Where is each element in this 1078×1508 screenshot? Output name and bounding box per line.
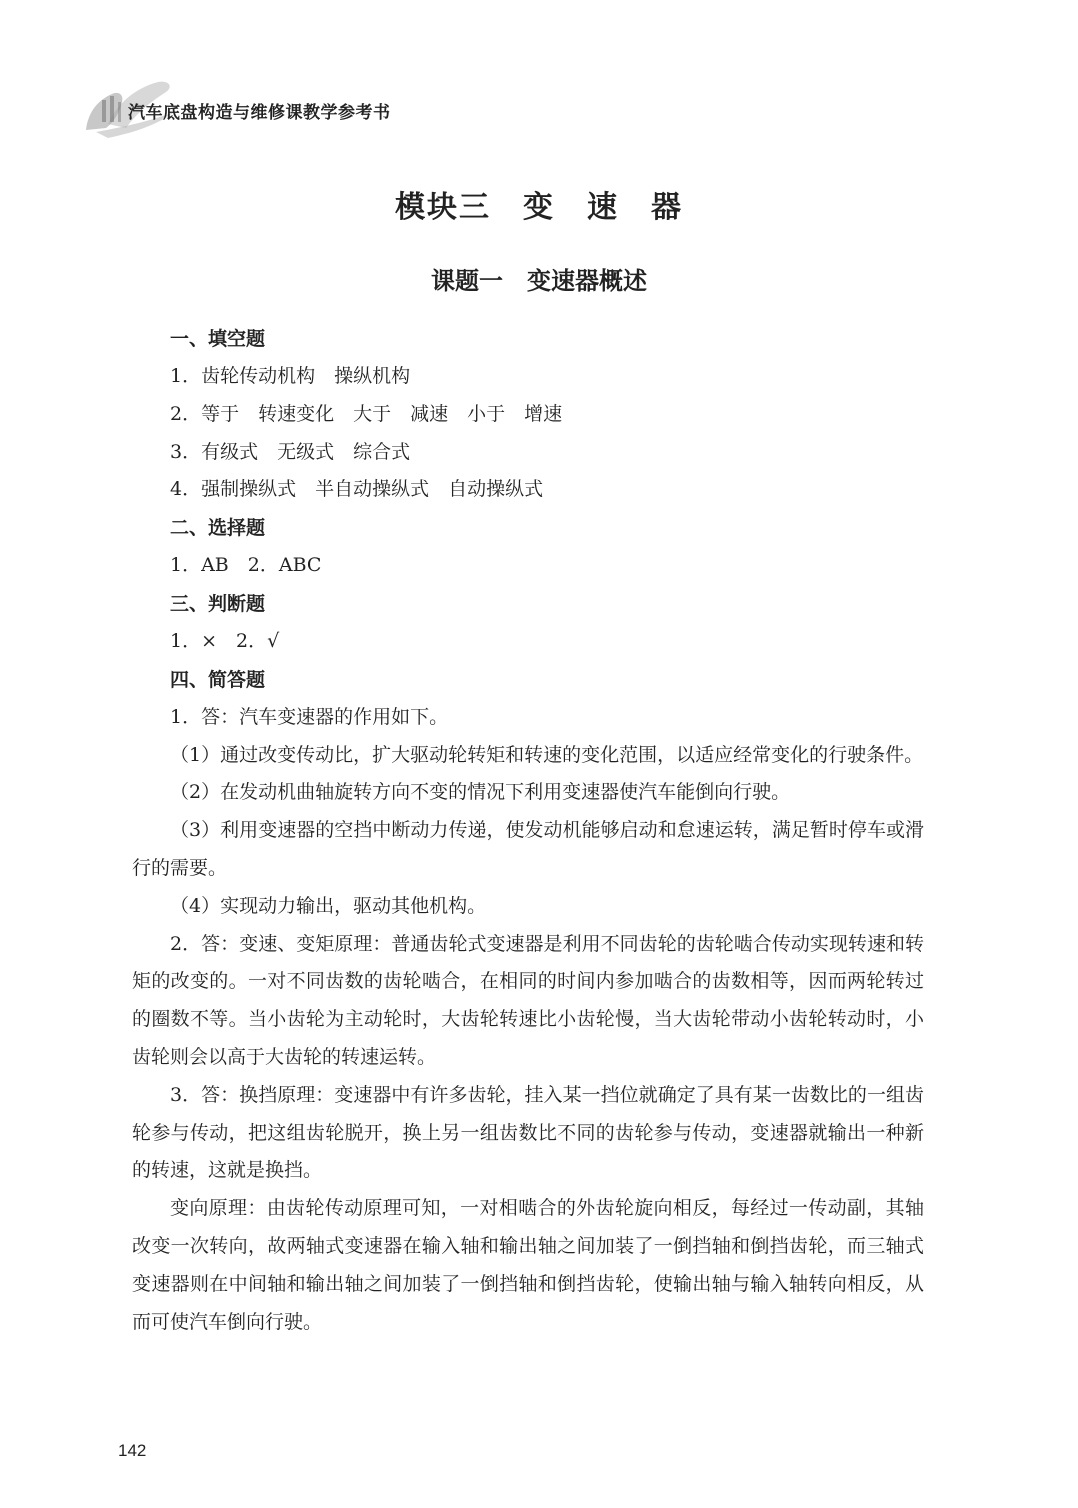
judge-answers: 1．× 2．√: [170, 629, 280, 652]
module-title: 模块三 变 速 器: [395, 190, 683, 225]
fill-blank-answer-4: 4．强制操纵式 半自动操纵式 自动操纵式: [170, 478, 544, 501]
short-answer-paragraph-1: 1．答：汽车变速器的作用如下。: [170, 705, 449, 728]
choice-answers: 1．AB 2．ABC: [170, 554, 322, 577]
short-answer-paragraph-2: （1）通过改变传动比，扩大驱动轮转矩和转速的变化范围，以适应经常变化的行驶条件。: [170, 743, 924, 766]
short-answer-paragraph-8: 变向原理：由齿轮传动原理可知，一对相啮合的外齿轮旋向相反，每经过一传动副，其轴改变一次转向，故两轴式变速器在输入轴和输出轴之间加装了一倒挡轴和倒挡齿轮，而三轴式变速器则在中间轴和输出轴之间加装了一倒挡轴和倒挡齿轮，使输出轴与输入轴转向相反，从而可使汽车倒向行驶。: [132, 1197, 924, 1333]
answer-content: [132, 320, 924, 1341]
fill-blank-answer-1: 1．齿轮传动机构 操纵机构: [170, 365, 411, 387]
fill-blank-answer-3: 3．有级式 无级式 综合式: [170, 440, 411, 463]
short-answer-paragraph-7: 3．答：换挡原理：变速器中有许多齿轮，挂入某一挡位就确定了具有某一齿数比的一组齿轮参与传动，把这组齿轮脱开，换上另一组齿数比不同的齿轮参与传动，变速器就输出一种新的转速，这就是换挡。: [132, 1083, 924, 1182]
short-answer-paragraph-3: （2）在发动机曲轴旋转方向不变的情况下利用变速器使汽车能倒向行驶。: [170, 781, 791, 804]
section-heading-judge: 三、判断题: [170, 592, 266, 615]
section-heading-choice: 二、选择题: [170, 517, 266, 540]
short-answer-paragraph-6: 2．答：变速、变矩原理：普通齿轮式变速器是利用不同齿轮的齿轮啮合传动实现转速和转矩的改变的。一对不同齿数的齿轮啮合，在相同的时间内参加啮合的齿数相等，因而两轮转过的圈数不等。当小齿轮为主动轮时，大齿轮转速比小齿轮慢，当大齿轮带动小齿轮转动时，小齿轮则会以高于大齿轮的转速运转。: [132, 932, 924, 1068]
section-heading-fill-blank: 一、填空题: [170, 328, 266, 350]
section-heading-short-answer: 四、简答题: [170, 668, 266, 691]
page-number: 142: [118, 1441, 147, 1460]
lesson-title: 课题一 变速器概述: [431, 266, 647, 295]
header-title: 汽车底盘构造与维修课教学参考书: [128, 103, 391, 123]
fill-blank-answer-2: 2．等于 转速变化 大于 减速 小于 增速: [170, 402, 563, 425]
short-answer-paragraph-5: （4）实现动力输出，驱动其他机构。: [170, 894, 487, 917]
short-answer-paragraph-4: （3）利用变速器的空挡中断动力传递，使发动机能够启动和怠速运转，满足暂时停车或滑行的需要。: [132, 819, 924, 879]
